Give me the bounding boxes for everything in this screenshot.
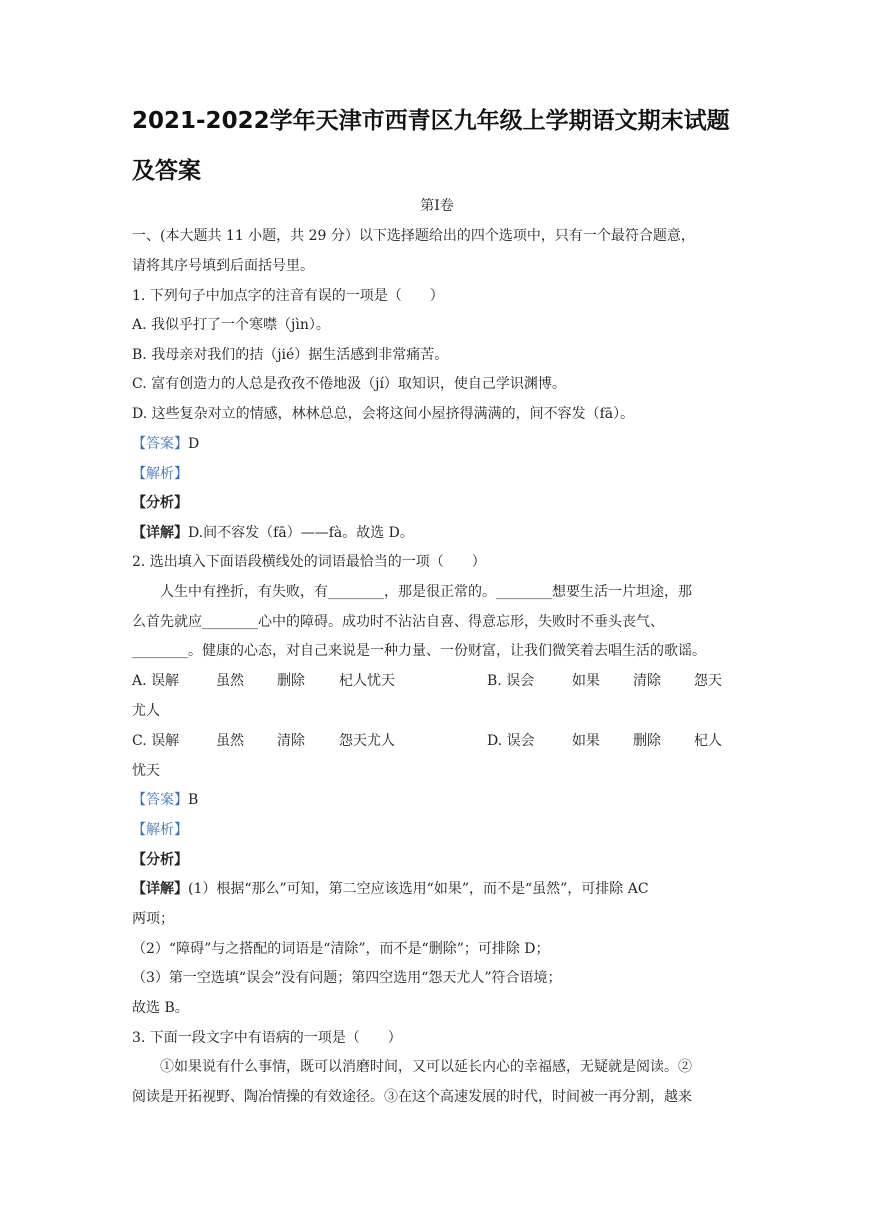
answer-tag: 【答案】	[132, 436, 188, 452]
q2-b-wrap: 尤人	[132, 703, 160, 719]
q3-passage-line2: 阅读是开拓视野、陶冶情操的有效途径。③在这个高速发展的时代，时间被一再分割，越来	[132, 1089, 692, 1105]
q2-a-word2: 虽然	[216, 673, 244, 689]
q1-answer	[132, 435, 742, 453]
page-title: 2021-2022学年天津市西青区九年级上学期语文期末试题及答案	[132, 108, 730, 184]
q2-c-word4: 怨天尤人	[339, 733, 395, 749]
q2-c-word1: C. 误解	[132, 733, 180, 749]
q2-answer	[132, 791, 742, 809]
q2-c-word2: 虽然	[216, 733, 244, 749]
q2-analysis-tag: 【解析】	[132, 822, 188, 838]
q2-passage-line3: ________。健康的心态，对自己来说是一种力量、一份财富，让我们微笑着去唱生活的歌谣。	[132, 643, 706, 659]
q3-passage-line1: ①如果说有什么事情，既可以消磨时间，又可以延长内心的幸福感，无疑就是阅读。②	[160, 1059, 692, 1075]
answer-tag: 【答案】	[132, 792, 188, 808]
q2-detail-line2: 两项；	[132, 911, 174, 927]
q1-detail	[132, 524, 742, 542]
q2-a-word3: 删除	[277, 673, 305, 689]
answer-value: D	[188, 436, 200, 452]
section-instructions-line2: 请将其序号填到后面括号里。	[132, 258, 314, 274]
volume-heading: 第Ⅰ卷	[420, 198, 454, 214]
answer-value: B	[188, 792, 199, 808]
q1-stem: 1. 下列句子中加点字的注音有误的一项是（ ）	[132, 288, 444, 304]
q1-option-d: D. 这些复杂对立的情感，林林总总，会将这间小屋挤得满满的，间不容发（fā）。	[132, 406, 635, 422]
q2-b-word4: 怨天	[694, 673, 722, 689]
q2-detail-line4: （3）第一空选填“误会”没有问题；第四空选用“怨天尤人”符合语境；	[132, 970, 562, 986]
q2-a-word1: A. 误解	[132, 673, 180, 689]
q2-b-word3: 清除	[633, 673, 661, 689]
q1-analysis-tag: 【解析】	[132, 466, 188, 482]
q1-option-a: A. 我似乎打了一个寒噤（jìn）。	[132, 317, 330, 333]
q2-stem: 2. 选出填入下面语段横线处的词语最恰当的一项（ ）	[132, 554, 486, 570]
q2-d-wrap: 忧天	[132, 763, 160, 779]
q2-passage-line2: 么首先就应________心中的障碍。成功时不沾沾自喜、得意忘形，失败时不垂头丧气、	[132, 614, 664, 630]
q1-option-b: B. 我母亲对我们的拮（jié）据生活感到非常痛苦。	[132, 347, 449, 363]
detail-text: (1）根据“那么”可知，第二空应该选用“如果”，而不是“虽然”，可排除 AC	[188, 881, 649, 897]
q2-c-word3: 清除	[277, 733, 305, 749]
q2-a-word4: 杞人忧天	[339, 673, 395, 689]
q2-b-word1: B. 误会	[487, 673, 535, 689]
q2-d-word1: D. 误会	[487, 733, 535, 749]
q3-stem: 3. 下面一段文字中有语病的一项是（ ）	[132, 1030, 402, 1046]
q2-d-word2: 如果	[572, 733, 600, 749]
q2-detail-line3: （2）“障碍”与之搭配的词语是“清除”，而不是“删除”；可排除 D；	[132, 941, 550, 957]
q2-b-word2: 如果	[572, 673, 600, 689]
q2-passage-line1: 人生中有挫折，有失败，有________，那是很正常的。________想要生活一片坦途，那	[160, 584, 692, 600]
detail-tag: 【详解】	[132, 881, 188, 897]
q2-fenxi-tag: 【分析】	[132, 852, 188, 868]
q2-d-word4: 杞人	[694, 733, 722, 749]
q2-detail-line1	[132, 880, 742, 898]
q1-fenxi-tag: 【分析】	[132, 495, 188, 511]
detail-text: D.间不容发（fā）——fà。故选 D。	[188, 525, 414, 541]
detail-tag: 【详解】	[132, 525, 188, 541]
q2-detail-line5: 故选 B。	[132, 1000, 189, 1016]
q1-option-c: C. 富有创造力的人总是孜孜不倦地汲（jí）取知识，使自己学识渊博。	[132, 376, 566, 392]
section-instructions-line1: 一、(本大题共 11 小题，共 29 分）以下选择题给出的四个选项中，只有一个最符合题意，	[132, 228, 695, 244]
q2-d-word3: 删除	[633, 733, 661, 749]
